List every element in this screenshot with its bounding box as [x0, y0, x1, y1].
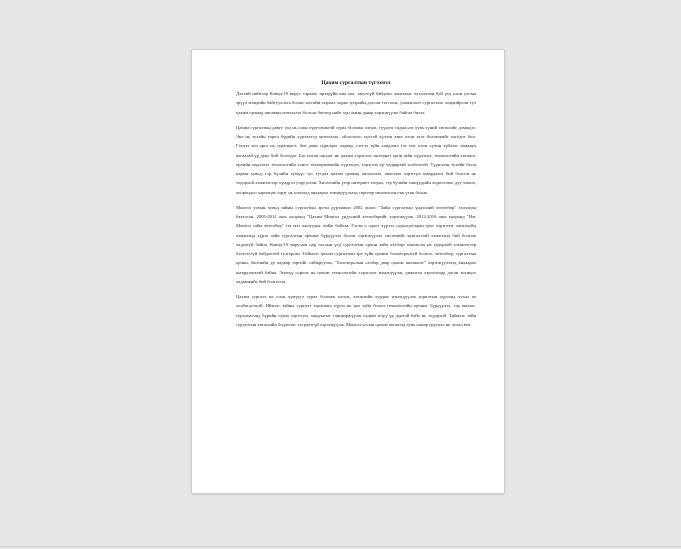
- viewer-bottom-border: [0, 546, 681, 547]
- paragraph-3: Монгол улсын хувьд зайны сургалтын эргэн дүрэмжих 2002 оноос "Зайн сургалтын үндэсний хөтөлбөр" хэлэлцэн баталсан, 2005-2012 оны хооронд "Цахим Монгол үндэсний хөтөлбөрийг хэрэгжүүлж, 2012-2016 оны хооронд "Нэг Монгол сайн хөтөлбөр" гэх мэт ажлуудыг хийж байлаа. Гэсэн ч одоог хүртэл суралцагчдын эрхт хэрэглээг хангахуйц хэмжээнд хүрэх зайн сургалтын орчныг бүрдүүлэх болон хэрэгжүүлэх системийг хангалттай хэмжээнд бий болгож чадаагүй байна. Ковид-19 вирусын цар тахлын үед сургалтын орчин зайн хэлбэрт шилжсэн нь тодорхой хэмжээгээр бэлтгэлгүй байдалтай тулгарсан. Тиймээс цахим сургалтын эрх зүйн орчинг боловсронгуй болгох, хөтөлбөр, сургалтын орчин, багшийн ур чадвар зэргийг сайжруулах, "Боловсролын салбар даяр цахим шилжилт" хэрэгжүүлэхэд анхаарах шаардлагатай байна. Энэхүү сорилт нь цахим технологийн хэрэглээг нэмэгдүүлж, дижитал хэрэглээнд дасан зохицох чадамжийг бий болгосон.: [236, 204, 476, 284]
- document-page: [192, 50, 504, 493]
- paragraph-2: Цахим сургалтын давуу тал нь олон хүртээмжтэй сурах боломж олгож, түүнээс гадна нэг хувь хүний хөгжлийг дэмждэг. Энэ нь тухайн төрөл бүрийн хүрээлэлд хичээллэх, ойлголтоо хүчтэй хүлээн авах олон талт боломжийг олгодог бил. Гэхдээ энэ арга нь суралцагч, бие даан суралцах чадвар, сэтгэл зүйн хандлага гэх мэт олон хүчин зүйлээс хамаарч ялгаатай үр дүнг бий болгодог. Бас нэгэн онцлог нь цахим хэрэглээ, интернет орон зайн хүрэлцээ, технологийн хөгжил, өрхийн мэдээлэл технологийн тоног төхөөрөмжийн хүрэлцээ, хэрэглэх ур чадвартай холбоотой. Түүнчлэн тухайн багш нарын хувьд, гэр бүлийн хүмүүс тус тусдаа цахим орчинд хичээллэх, ажиллах хэрэгцээ шаардлага бий болсон нь тодорхой хэмжээгээр хүндрэл учруулсан. Хичээлийн үеэр интернет тасрах, гэр бүлийн гишүүдийн хөдөлгөөн, дуу чимээ, хоорондоо харилцах зэрэг нь хичээлд анхаарал төвлөрүүлэхэд сөргөөр нөлөөлсөн гэж үзэж болно.: [236, 124, 476, 195]
- paragraph-1: Дэлхий нийтээр Ковид-19 вирус тархаж, ирээдүйн амь нас, аюулгүй байдлыг хангахыг чухалчлан буй үед олон улсын эрүүл мэндийн байгууллага болон засгийн газраас хорио цээрийн дэглэм тогтоож, уламжлалт сургалтаас хөндийрсөн тул цахим орчинд шилжин хичээллэх болсон бөгөөд нийт хүн амын даяар хэрэгжүүлж байгаа билээ.: [236, 91, 476, 115]
- document-content: [236, 79, 476, 329]
- document-title: Цахим сургалтын түгээмэл: [321, 80, 391, 86]
- paragraph-4: Цахим сургалт нь олон хүмүүст сурах боломж олгож, хөгжлийн хурдыг нэмэгдүүлэх зорилтын хүрээнд чухал ач холбогдолтой. Иймээс зайны сургалт хэрэгжих хүрээ нь эрх зүйн болон технологийн орчныг бүрдүүлэх, тэр ангиас, суралцагчид бүрийн сурах хэрэгцээ, хандлагыг тэнцвэржүүлж чадвал илүү үр дүнтэй байх нь тодорхой. Тиймээс зайн сургалтын хөгжлийн бодлогыг тасралтгүй хэрэгжүүлж, Монгол улсын цахим хөгжилд хувь нэмэр оруулах нь чухал юм.: [236, 294, 476, 327]
